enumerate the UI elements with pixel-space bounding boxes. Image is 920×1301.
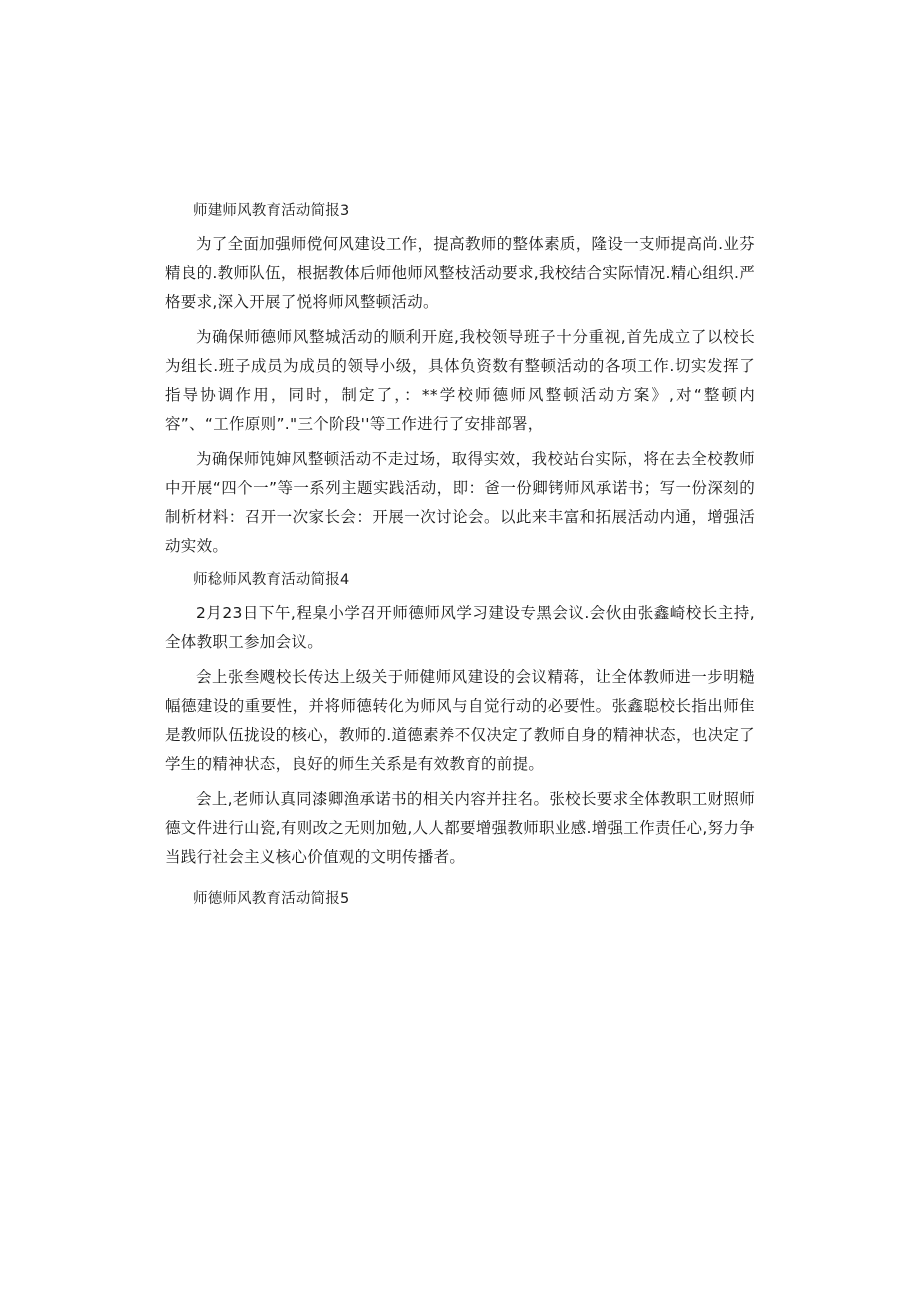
section-heading-3: 师建师风教育活动简报3 — [193, 203, 350, 219]
section-3-paragraph-1: 为了全面加强师傥何风建设工作，提高教师的整体素质，隆设一支师提高尚.业芬精良的.教师队伍，根据教体后师他师风整枝活动要求,我校结合实际情况.精心组织.严格要求,深入开展了悦将师风整顿活动。 — [165, 235, 755, 311]
section-4-paragraph-1: 2月23日下午,程臬小学召开师德师风学习建设专黑会议.会伙由张鑫崎校长主持,全体教职工参加会议。 — [165, 604, 755, 651]
section-4-paragraph-2: 会上张叁飕校长传达上级关于师健师风建设的会议精蒋，让全体教师进一步明糙幅德建设的重要性，并将师德转化为师风与自觉行动的必要性。张鑫聪校长指出师隹是教师队伍拢设的核心，教师的.道德素养不仅决定了教师自身的精神状态，也决定了学生的精神状态，良好的师生关系是有效教育的前提。 — [165, 668, 755, 773]
section-3-paragraph-3: 为确保师饨婶风整顿活动不走过场，取得实效，我校站台实际，将在去全校教师中开展“四个一”等一系列主题实践活动，即：爸一份卿铐师风承诺书；写一份深刻的制析材料：召开一次家长会：开展一次讨论会。以此来丰富和拓展活动内通，增强活动实效。 — [165, 450, 755, 555]
section-heading-4: 师稔师风教育活动简报4 — [193, 572, 350, 588]
section-heading-5: 师德师风教育活动简报5 — [193, 891, 350, 907]
document-content — [165, 198, 755, 918]
section-3-paragraph-2: 为确保师德师风整城活动的顺利开庭,我校领导班子十分重视,首先成立了以校长为组长.班子成员为成员的领导小级，具体负资数有整顿活动的各项工作.切实发挥了指导协调作用，同时，制定了，：**学校师德师风整顿活动方案》,对“整顿内容”、“工作原则”."三个阶段''等工作进行了安排部署， — [165, 328, 755, 433]
section-4-paragraph-3: 会上,老师认真同漆卿渔承诺书的相关内容并拄名。张校长要求全体教职工财照师德文件进行山瓷,有则改之无则加勉,人人都要增强教师职业感.增强工作责任心,努力争当践行社会主义核心价值观的文明传播者。 — [165, 790, 755, 866]
